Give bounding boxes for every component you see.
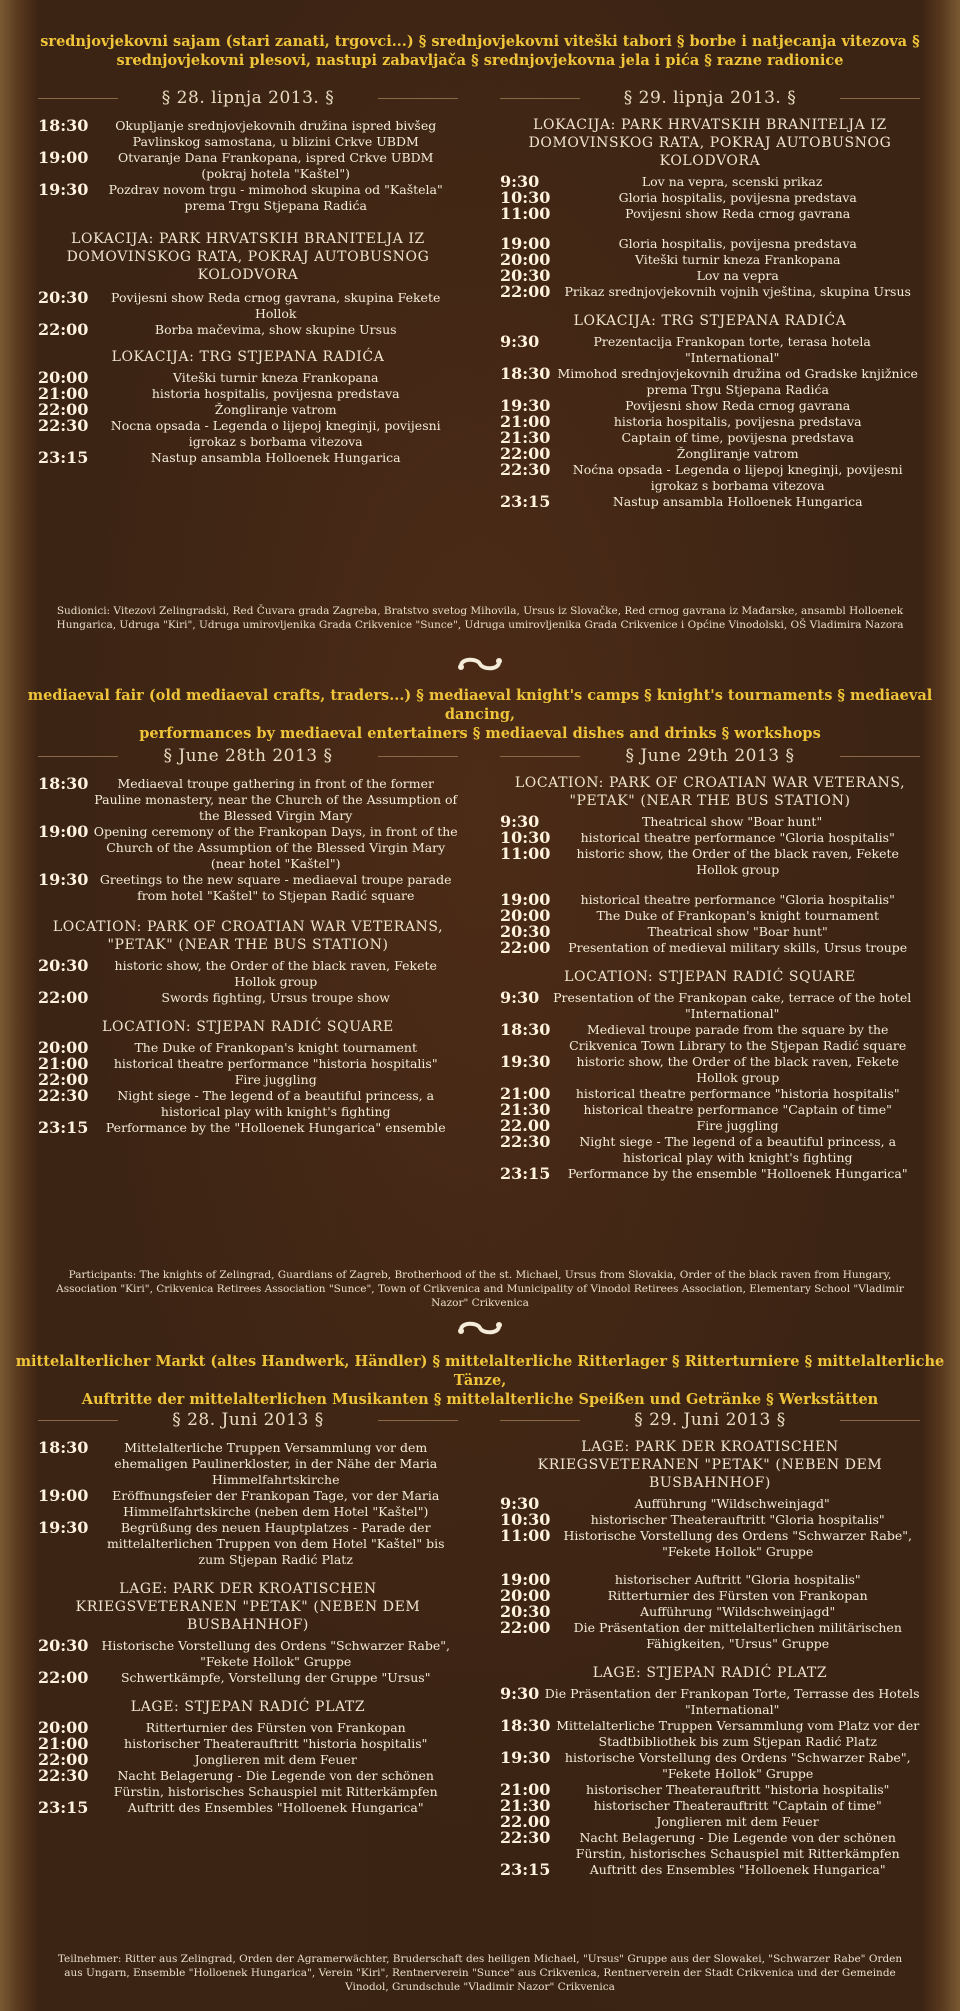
schedule-item: [38, 370, 458, 386]
schedule-description: Swords fighting, Ursus troupe show: [161, 990, 390, 1005]
schedule-description: historischer Theaterauftritt "historia hospitalis": [124, 1736, 428, 1751]
schedule-time: 22:00: [38, 988, 89, 1007]
schedule-item: [500, 1118, 920, 1134]
schedule-description: Performance by the "Holloenek Hungarica" ensemble: [105, 1120, 446, 1135]
schedule-description: historischer Auftritt "Gloria hospitalis": [614, 1572, 861, 1587]
schedule-item: [38, 1752, 458, 1768]
schedule-time: 19:30: [38, 180, 89, 199]
schedule-time: 20:00: [38, 368, 89, 387]
schedule-time: 21:30: [500, 1796, 551, 1815]
schedule-description: Jonglieren mit dem Feuer: [656, 1814, 819, 1829]
schedule-description: Nacht Belagerung - Die Legende von der schönen Fürstin, historisches Schauspiel mit Ritterkämpfen: [113, 1768, 438, 1799]
schedule-item: [500, 446, 920, 462]
schedule-item: [500, 1496, 920, 1512]
schedule-time: 19:00: [38, 822, 89, 841]
schedule-description: Opening ceremony of the Frankopan Days, in front of the Church of the Assumption of the Blessed Virgin Mary (near hotel "Kaštel"): [93, 824, 458, 871]
schedule-time: 19:00: [38, 148, 89, 167]
croatian-intro-line-1: srednjovjekovni sajam (stari zanati, trgovci...) § srednjovjekovni viteški tabori § borbe i natjecanja vitezova §: [40, 33, 920, 50]
schedule-time: 19:30: [500, 1748, 551, 1767]
schedule-time: 21:00: [38, 1734, 89, 1753]
schedule-item: [500, 236, 920, 252]
schedule-description: Die Präsentation der Frankopan Torte, Terrasse des Hotels "International": [544, 1686, 920, 1717]
german-intro-line-2: Auftritte der mittelalterlichen Musikanten § mittelalterliche Speißen und Getränke § Werkstätten: [81, 1391, 879, 1408]
schedule-item: [500, 1782, 920, 1798]
croatian-day-2-location-1: LOKACIJA: PARK HRVATSKIH BRANITELJA IZ DOMOVINSKOG RATA, POKRAJ AUTOBUSNOG KOLODVORA: [528, 117, 892, 169]
schedule-item: [500, 1022, 920, 1054]
schedule-time: 22:00: [38, 400, 89, 419]
german-day-2-items-2: [500, 1572, 920, 1652]
schedule-time: 22:00: [500, 1618, 551, 1637]
schedule-item: [500, 252, 920, 268]
schedule-description: Night siege - The legend of a beautiful princess, a historical play with knight's fighting: [579, 1134, 897, 1165]
schedule-item: [500, 206, 920, 222]
schedule-description: historia hospitalis, povijesna predstava: [613, 414, 862, 429]
schedule-description: Greetings to the new square - mediaeval troupe parade from hotel "Kaštel" to Stjepan Radić square: [99, 872, 452, 903]
croatian-day-2-items-3: [500, 334, 920, 510]
schedule-time: 21:00: [38, 384, 89, 403]
schedule-time: 9:30: [500, 332, 540, 351]
schedule-time: 10:30: [500, 188, 551, 207]
schedule-item: [500, 430, 920, 446]
schedule-description: Povijesni show Reda crnog gavrana, skupina Fekete Hollok: [111, 290, 441, 321]
schedule-item: [500, 830, 920, 846]
schedule-item: [38, 386, 458, 402]
schedule-item: [500, 1572, 920, 1588]
schedule-item: [38, 1088, 458, 1120]
german-day-1-items-3: [38, 1720, 458, 1816]
schedule-time: 19:30: [38, 870, 89, 889]
schedule-item: [38, 1720, 458, 1736]
schedule-description: Jonglieren mit dem Feuer: [194, 1752, 357, 1767]
english-day-2-items-2: [500, 892, 920, 956]
schedule-time: 20:30: [38, 956, 89, 975]
schedule-item: [38, 1520, 458, 1568]
schedule-description: Okupljanje srednjovjekovnih družina ispred bivšeg Pavlinskog samostana, u blizini Crkve UBDM: [115, 118, 437, 149]
schedule-time: 19:00: [500, 890, 551, 909]
schedule-time: 22:30: [38, 1766, 89, 1785]
schedule-description: Prikaz srednjovjekovnih vojnih vještina, skupina Ursus: [564, 284, 911, 299]
schedule-description: Otvaranje Dana Frankopana, ispred Crkve UBDM (pokraj hotela "Kaštel"): [117, 150, 434, 181]
schedule-time: 9:30: [500, 812, 540, 831]
schedule-item: [38, 290, 458, 322]
schedule-time: 21:30: [500, 1100, 551, 1119]
german-intro-line-1: mittelalterlicher Markt (altes Handwerk, Händler) § mittelalterliche Ritterlager § Ritterturniere § mittelalterliche Tänze,: [15, 1353, 945, 1389]
schedule-description: historical theatre performance "historia hospitalis": [113, 1056, 438, 1071]
schedule-description: historischer Theaterauftritt "Gloria hospitalis": [590, 1512, 885, 1527]
schedule-time: 9:30: [500, 1684, 540, 1703]
schedule-description: Nastup ansambla Holloenek Hungarica: [150, 450, 401, 465]
german-day-1-items-2: [38, 1638, 458, 1686]
schedule-item: [500, 1862, 920, 1878]
schedule-description: Die Präsentation der mittelalterlichen militärischen Fähigkeiten, "Ursus" Gruppe: [573, 1620, 902, 1651]
schedule-description: Borba mačevima, show skupine Ursus: [154, 322, 397, 337]
schedule-item: [38, 824, 458, 872]
schedule-time: 21:00: [500, 412, 551, 431]
schedule-item: [500, 1588, 920, 1604]
english-day-1-location-2: LOCATION: STJEPAN RADIĆ SQUARE: [102, 1019, 394, 1035]
schedule-time: 21:00: [38, 1054, 89, 1073]
schedule-item: [500, 1830, 920, 1862]
schedule-description: Eröffnungsfeier der Frankopan Tage, vor der Maria Himmelfahrtskirche (neben dem Hotel "Kaštel"): [112, 1488, 440, 1519]
schedule-time: 22:00: [38, 1668, 89, 1687]
croatian-day-1-items: [38, 118, 458, 214]
schedule-item: [500, 814, 920, 830]
schedule-item: [38, 118, 458, 150]
schedule-time: 11:00: [500, 844, 551, 863]
schedule-item: [500, 1166, 920, 1182]
schedule-description: Gloria hospitalis, povijesna predstava: [618, 236, 857, 251]
schedule-item: [38, 1736, 458, 1752]
schedule-item: [38, 450, 458, 466]
schedule-time: 20:00: [500, 906, 551, 925]
schedule-description: Performance by the ensemble "Holloenek Hungarica": [567, 1166, 908, 1181]
schedule-time: 11:00: [500, 204, 551, 223]
schedule-description: historical theatre performance "Gloria hospitalis": [580, 892, 895, 907]
schedule-description: Povijesni show Reda crnog gavrana: [625, 206, 851, 221]
schedule-time: 9:30: [500, 988, 540, 1007]
schedule-item: [38, 1670, 458, 1686]
croatian-day-1-items-3: [38, 370, 458, 466]
schedule-description: Fire juggling: [234, 1072, 317, 1087]
schedule-item: [500, 268, 920, 284]
schedule-description: Aufführung "Wildschweinjagd": [634, 1496, 830, 1511]
schedule-description: Mimohod srednjovjekovnih družina od Gradske knjižnice prema Trgu Stjepana Radića: [557, 366, 918, 397]
schedule-time: 20:00: [500, 1586, 551, 1605]
schedule-item: [500, 1814, 920, 1830]
schedule-item: [500, 924, 920, 940]
schedule-item: [500, 1086, 920, 1102]
schedule-item: [500, 284, 920, 300]
schedule-description: Aufführung "Wildschweinjagd": [640, 1604, 836, 1619]
german-day-1: [38, 1410, 458, 1816]
schedule-item: [500, 190, 920, 206]
schedule-time: 9:30: [500, 1494, 540, 1513]
schedule-description: Viteški turnir kneza Frankopana: [172, 370, 379, 385]
schedule-time: 22:00: [38, 1750, 89, 1769]
schedule-description: historical theatre performance "Gloria hospitalis": [580, 830, 895, 845]
schedule-item: [500, 1102, 920, 1118]
schedule-time: 22:30: [38, 416, 89, 435]
schedule-description: Žongliranje vatrom: [214, 402, 337, 417]
english-intro-line-2: performances by mediaeval entertainers § mediaeval dishes and drinks § workshops: [139, 725, 821, 742]
schedule-time: 20:30: [38, 1636, 89, 1655]
schedule-time: 19:30: [500, 1052, 551, 1071]
schedule-time: 11:00: [500, 1526, 551, 1545]
german-day-1-title: § 28. Juni 2013 §: [38, 1410, 458, 1430]
schedule-description: historic show, the Order of the black raven, Fekete Hollok group: [114, 958, 437, 989]
english-day-1: [38, 746, 458, 1136]
schedule-time: 19:00: [500, 234, 551, 253]
schedule-time: 20:30: [500, 922, 551, 941]
schedule-description: Auftritt des Ensembles "Holloenek Hungarica": [589, 1862, 886, 1877]
schedule-time: 19:30: [500, 396, 551, 415]
croatian-day-2-items-2: [500, 236, 920, 300]
schedule-time: 22:30: [38, 1086, 89, 1105]
english-day-1-items: [38, 776, 458, 904]
english-participants: Participants: The knights of Zelingrad, Guardians of Zagreb, Brotherhood of the st. Michael, Ursus from Slovakia, Order of the black raven from Hungary, Association "Kiri", Crikvenica Retirees Association "Sunce", Town of Crikvenica and Municipality of Vinodol Retirees Association, Elementary School "Vladimir Nazor" Crikvenica: [56, 1269, 904, 1309]
schedule-item: [500, 990, 920, 1022]
schedule-time: 18:30: [500, 1716, 551, 1735]
schedule-item: [38, 990, 458, 1006]
scroll-ornament-icon: [455, 1316, 505, 1340]
croatian-day-1-title: § 28. lipnja 2013. §: [38, 88, 458, 108]
english-intro: [0, 686, 960, 743]
schedule-item: [500, 908, 920, 924]
schedule-description: Noćna opsada - Legenda o lijepoj kneginji, povijesni igrokaz s borbama vitezova: [572, 462, 903, 493]
schedule-time: 22.00: [500, 1812, 551, 1831]
schedule-item: [500, 334, 920, 366]
schedule-description: Historische Vorstellung des Ordens "Schwarzer Rabe", "Fekete Hollok" Gruppe: [101, 1638, 450, 1669]
schedule-description: Nacht Belagerung - Die Legende von der schönen Fürstin, historisches Schauspiel mit Ritterkämpfen: [575, 1830, 900, 1861]
schedule-time: 22:30: [500, 1132, 551, 1151]
german-intro: [0, 1352, 960, 1409]
schedule-item: [500, 1686, 920, 1718]
croatian-day-2-items: [500, 174, 920, 222]
schedule-description: Pozdrav novom trgu - mimohod skupina od "Kaštela" prema Trgu Stjepana Radića: [108, 182, 443, 213]
german-day-2: [500, 1410, 920, 1878]
schedule-description: historical theatre performance "Captain of time": [583, 1102, 892, 1117]
schedule-item: [500, 414, 920, 430]
schedule-time: 20:00: [500, 250, 551, 269]
schedule-description: historischer Theaterauftritt "historia hospitalis": [586, 1782, 890, 1797]
schedule-item: [38, 1800, 458, 1816]
schedule-time: 20:00: [38, 1718, 89, 1737]
schedule-time: 22:30: [500, 460, 551, 479]
schedule-item: [500, 174, 920, 190]
schedule-item: [500, 846, 920, 878]
schedule-description: Theatrical show "Boar hunt": [647, 924, 828, 939]
schedule-item: [500, 1604, 920, 1620]
schedule-time: 19:30: [38, 1518, 89, 1537]
english-day-1-location-1: LOCATION: PARK OF CROATIAN WAR VETERANS, "PETAK" (NEAR THE BUS STATION): [52, 919, 444, 953]
german-day-2-location-1: LAGE: PARK DER KROATISCHEN KRIEGSVETERANEN "PETAK" (NEBEN DEM BUSBAHNHOF): [537, 1439, 883, 1491]
schedule-time: 21:00: [500, 1084, 551, 1103]
schedule-description: The Duke of Frankopan's knight tournament: [596, 908, 879, 923]
english-day-2-items: [500, 814, 920, 878]
schedule-time: 22:00: [38, 320, 89, 339]
croatian-day-1: [38, 88, 458, 466]
schedule-description: Night siege - The legend of a beautiful princess, a historical play with knight's fighting: [117, 1088, 435, 1119]
schedule-item: [38, 1040, 458, 1056]
schedule-time: 23:15: [38, 1798, 89, 1817]
scroll-ornament-icon: [455, 652, 505, 676]
schedule-time: 10:30: [500, 828, 551, 847]
english-day-2: [500, 746, 920, 1182]
schedule-time: 10:30: [500, 1510, 551, 1529]
german-day-2-title: § 29. Juni 2013 §: [500, 1410, 920, 1430]
schedule-description: historic show, the Order of the black raven, Fekete Hollok group: [576, 1054, 899, 1085]
schedule-description: Theatrical show "Boar hunt": [642, 814, 823, 829]
schedule-item: [38, 1120, 458, 1136]
schedule-item: [500, 462, 920, 494]
schedule-description: Nocna opsada - Legenda o lijepoj kneginji, povijesni igrokaz s borbama vitezova: [110, 418, 441, 449]
schedule-item: [500, 398, 920, 414]
schedule-item: [38, 1488, 458, 1520]
schedule-time: 22:00: [500, 938, 551, 957]
schedule-description: Begrüßung des neuen Hauptplatzes - Parade der mittelalterlichen Truppen von dem Hotel "Kaštel" bis zum Stjepan Radić Platz: [106, 1520, 445, 1567]
schedule-item: [38, 776, 458, 824]
schedule-time: 18:30: [500, 364, 551, 383]
schedule-item: [500, 1750, 920, 1782]
english-day-1-items-3: [38, 1040, 458, 1136]
schedule-time: 19:00: [38, 1486, 89, 1505]
croatian-day-2-location-2: LOKACIJA: TRG STJEPANA RADIĆA: [573, 313, 847, 329]
schedule-description: Mittelalterliche Truppen Versammlung vor dem ehemaligen Paulinerkloster, in der Nähe der Maria Himmelfahrtskirche: [114, 1440, 438, 1487]
german-participants: Teilnehmer: Ritter aus Zelingrad, Orden der Agramerwächter, Bruderschaft des heiligen Michael, "Ursus" Gruppe aus der Slowakei, "Schwarzer Rabe" Orden aus Ungarn, Ensemble "Holloenek Hungarica", Verein "Kiri", Rentnerverein "Sunce" aus Crikvenica, Rentnerverein der Stadt Crikvenica und der Gemeinde Vinodol, Grundschule "Vladimir Nazor" Crikvenica: [57, 1953, 903, 1993]
schedule-description: Gloria hospitalis, povijesna predstava: [618, 190, 857, 205]
schedule-time: 19:00: [500, 1570, 551, 1589]
schedule-description: Žongliranje vatrom: [676, 446, 799, 461]
schedule-item: [500, 1620, 920, 1652]
croatian-intro-line-2: srednjovjekovni plesovi, nastupi zabavljača § srednjovjekovna jela i pića § razne radionice: [116, 52, 844, 69]
schedule-time: 22:00: [500, 444, 551, 463]
schedule-description: historische Vorstellung des Ordens "Schwarzer Rabe", "Fekete Hollok" Gruppe: [564, 1750, 911, 1781]
schedule-item: [38, 322, 458, 338]
croatian-day-1-location-2: LOKACIJA: TRG STJEPANA RADIĆA: [111, 349, 385, 365]
english-day-2-title: § June 29th 2013 §: [500, 746, 920, 766]
schedule-item: [38, 872, 458, 904]
schedule-description: Historische Vorstellung des Ordens "Schwarzer Rabe", "Fekete Hollok" Gruppe: [563, 1528, 912, 1559]
croatian-day-1-items-2: [38, 290, 458, 338]
schedule-time: 9:30: [500, 172, 540, 191]
english-intro-line-1: mediaeval fair (old mediaeval crafts, traders...) § mediaeval knight's camps § knight's tournaments § mediaeval dancing,: [27, 687, 933, 723]
schedule-description: Schwertkämpfe, Vorstellung der Gruppe "Ursus": [120, 1670, 431, 1685]
schedule-item: [38, 1072, 458, 1088]
schedule-item: [500, 940, 920, 956]
schedule-description: historical theatre performance "historia hospitalis": [575, 1086, 900, 1101]
schedule-item: [38, 1768, 458, 1800]
schedule-description: Mediaeval troupe gathering in front of the former Pauline monastery, near the Church of the Assumption of the Blessed Virgin Mary: [94, 776, 458, 823]
schedule-time: 20:30: [38, 288, 89, 307]
german-day-2-items: [500, 1496, 920, 1560]
german-day-1-location-1: LAGE: PARK DER KROATISCHEN KRIEGSVETERANEN "PETAK" (NEBEN DEM BUSBAHNHOF): [75, 1581, 421, 1633]
schedule-description: Presentation of the Frankopan cake, terrace of the hotel "International": [553, 990, 912, 1021]
schedule-time: 20:30: [500, 1602, 551, 1621]
schedule-time: 18:30: [500, 1020, 551, 1039]
schedule-item: [500, 1054, 920, 1086]
english-day-2-items-3: [500, 990, 920, 1182]
schedule-item: [38, 1440, 458, 1488]
schedule-item: [500, 494, 920, 510]
schedule-time: 22:00: [500, 282, 551, 301]
schedule-description: Lov na vepra, scenski prikaz: [641, 174, 823, 189]
schedule-description: Povijesni show Reda crnog gavrana: [625, 398, 851, 413]
schedule-description: Nastup ansambla Holloenek Hungarica: [612, 494, 863, 509]
schedule-time: 21:30: [500, 428, 551, 447]
croatian-intro: [0, 32, 960, 70]
schedule-description: Fire juggling: [696, 1118, 779, 1133]
english-day-1-title: § June 28th 2013 §: [38, 746, 458, 766]
schedule-description: historia hospitalis, povijesna predstava: [151, 386, 400, 401]
schedule-time: 23:15: [500, 1164, 551, 1183]
english-day-2-location-1: LOCATION: PARK OF CROATIAN WAR VETERANS, "PETAK" (NEAR THE BUS STATION): [514, 775, 906, 809]
english-day-2-location-2: LOCATION: STJEPAN RADIĆ SQUARE: [564, 969, 856, 985]
english-day-1-items-2: [38, 958, 458, 1006]
schedule-time: 23:15: [38, 1118, 89, 1137]
schedule-time: 23:15: [38, 448, 89, 467]
schedule-item: [500, 1512, 920, 1528]
schedule-time: 18:30: [38, 116, 89, 135]
schedule-description: Medieval troupe parade from the square by the Crikvenica Town Library to the Stjepan Radić square: [569, 1022, 907, 1053]
schedule-item: [38, 182, 458, 214]
german-day-2-location-2: LAGE: STJEPAN RADIĆ PLATZ: [592, 1665, 828, 1681]
schedule-time: 20:30: [500, 266, 551, 285]
schedule-description: historischer Theaterauftritt "Captain of time": [593, 1798, 882, 1813]
schedule-description: Mittelalterliche Truppen Versammlung vom Platz vor der Stadtbibliothek bis zum Stjepan Radić Platz: [556, 1718, 920, 1749]
schedule-description: Captain of time, povijesna predstava: [621, 430, 854, 445]
schedule-description: Viteški turnir kneza Frankopana: [634, 252, 841, 267]
schedule-item: [38, 418, 458, 450]
croatian-participants: Sudionici: Vitezovi Zelingradski, Red Čuvara grada Zagreba, Bratstvo svetog Mihovila, Ursus iz Slovačke, Red crnog gavrana iz Mađarske, ansambl Holloenek Hungarica, Udruga "Kiri", Udruga umirovljenika Grada Crikvenice "Sunce", Udruga umirovljenika Grada Crikvenice i Općine Vinodolski, OŠ Vladimira Nazora: [56, 605, 904, 631]
croatian-day-2-title: § 29. lipnja 2013. §: [500, 88, 920, 108]
schedule-time: 20:00: [38, 1038, 89, 1057]
schedule-item: [38, 1638, 458, 1670]
schedule-description: Prezentacija Frankopan torte, terasa hotela "International": [593, 334, 871, 365]
schedule-item: [38, 958, 458, 990]
schedule-time: 22.00: [500, 1116, 551, 1135]
schedule-item: [38, 402, 458, 418]
schedule-description: Lov na vepra: [696, 268, 779, 283]
schedule-description: historic show, the Order of the black raven, Fekete Hollok group: [576, 846, 899, 877]
schedule-item: [500, 1528, 920, 1560]
schedule-time: 18:30: [38, 1438, 89, 1457]
german-day-2-items-3: [500, 1686, 920, 1878]
schedule-item: [500, 1718, 920, 1750]
schedule-time: 23:15: [500, 1860, 551, 1879]
schedule-time: 22:30: [500, 1828, 551, 1847]
croatian-day-2: [500, 88, 920, 510]
schedule-description: The Duke of Frankopan's knight tournament: [134, 1040, 417, 1055]
german-day-1-items: [38, 1440, 458, 1568]
croatian-day-1-location-1: LOKACIJA: PARK HRVATSKIH BRANITELJA IZ DOMOVINSKOG RATA, POKRAJ AUTOBUSNOG KOLODVORA: [66, 231, 430, 283]
schedule-time: 22:00: [38, 1070, 89, 1089]
schedule-item: [500, 1134, 920, 1166]
schedule-description: Presentation of medieval military skills, Ursus troupe: [568, 940, 908, 955]
schedule-description: Auftritt des Ensembles "Holloenek Hungarica": [127, 1800, 424, 1815]
schedule-item: [38, 150, 458, 182]
schedule-item: [500, 1798, 920, 1814]
schedule-item: [500, 366, 920, 398]
schedule-item: [500, 892, 920, 908]
schedule-time: 21:00: [500, 1780, 551, 1799]
schedule-time: 23:15: [500, 492, 551, 511]
schedule-item: [38, 1056, 458, 1072]
german-day-1-location-2: LAGE: STJEPAN RADIĆ PLATZ: [130, 1699, 366, 1715]
schedule-time: 18:30: [38, 774, 89, 793]
schedule-description: Ritterturnier des Fürsten von Frankopan: [145, 1720, 406, 1735]
schedule-description: Ritterturnier des Fürsten von Frankopan: [607, 1588, 868, 1603]
